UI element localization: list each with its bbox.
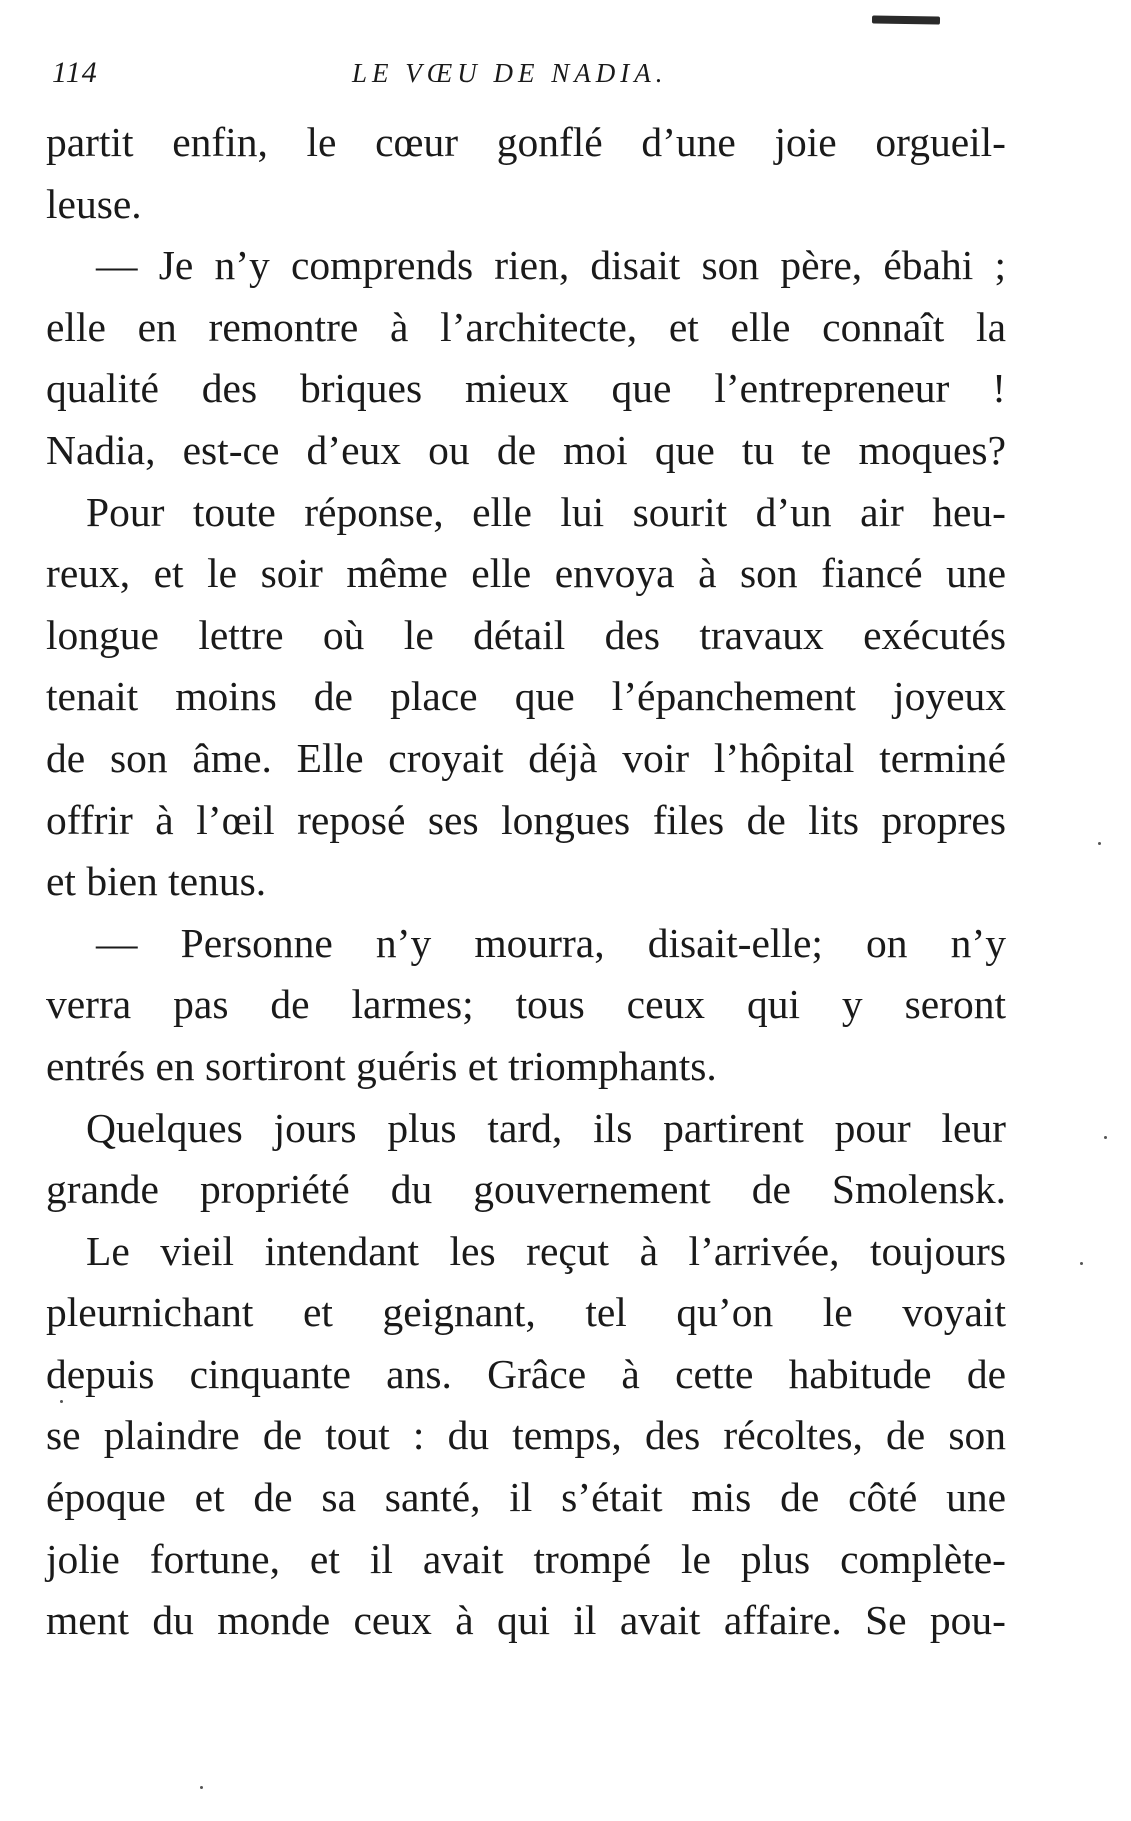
- text-line: elle en remontre à l’architecte, et elle connaît la: [46, 303, 1006, 350]
- text-line: qualité des briques mieux que l’entrepreneur !: [46, 365, 1006, 412]
- speck: [60, 1400, 63, 1403]
- ink-smudge: [872, 15, 940, 24]
- text-line: verra pas de larmes; tous ceux qui y seront: [46, 981, 1006, 1028]
- text-line: leuse.: [46, 180, 142, 227]
- text-line: jolie fortune, et il avait trompé le plus complète-: [46, 1535, 1006, 1582]
- text-line: offrir à l’œil reposé ses longues files de lits propres: [46, 796, 1006, 843]
- text-line: grande propriété du gouvernement de Smolensk.: [46, 1166, 1006, 1213]
- text-line: tenait moins de place que l’épanchement joyeux: [46, 673, 1006, 720]
- text-line: Quelques jours plus tard, ils partirent pour leur: [86, 1104, 1006, 1151]
- speck: [1098, 842, 1101, 845]
- text-line: — Je n’y comprends rien, disait son père, ébahi ;: [96, 242, 1006, 289]
- body-text: [46, 112, 1006, 1652]
- text-line: Le vieil intendant les reçut à l’arrivée, toujours: [86, 1227, 1006, 1274]
- speck: [200, 1786, 203, 1789]
- text-line: partit enfin, le cœur gonflé d’une joie orgueil-: [46, 119, 1006, 165]
- page-number: 114: [52, 56, 98, 89]
- text-line: de son âme. Elle croyait déjà voir l’hôpital terminé: [46, 734, 1006, 781]
- text-line: longue lettre où le détail des travaux exécutés: [46, 611, 1006, 658]
- text-line: époque et de sa santé, il s’était mis de côté une: [46, 1474, 1006, 1521]
- text-line: et bien tenus.: [46, 858, 267, 905]
- text-line: se plaindre de tout : du temps, des récoltes, de son: [46, 1412, 1006, 1459]
- text-line: — Personne n’y mourra, disait-elle; on n’y: [96, 919, 1006, 966]
- page-header: [52, 56, 1002, 106]
- text-line: pleurnichant et geignant, tel qu’on le voyait: [46, 1289, 1006, 1336]
- text-line: reux, et le soir même elle envoya à son fiancé une: [46, 550, 1006, 597]
- text-line: entrés en sortiront guéris et triomphants.: [46, 1042, 717, 1089]
- text-line: ment du monde ceux à qui il avait affaire. Se pou-: [46, 1597, 1006, 1644]
- speck: [1080, 1262, 1083, 1265]
- speck: [1104, 1136, 1107, 1139]
- text-line: depuis cinquante ans. Grâce à cette habitude de: [46, 1350, 1006, 1397]
- text-line: Nadia, est-ce d’eux ou de moi que tu te moques?: [46, 426, 1006, 473]
- text-line: Pour toute réponse, elle lui sourit d’un air heu-: [86, 488, 1006, 535]
- running-title: LE VŒU DE NADIA.: [352, 58, 668, 88]
